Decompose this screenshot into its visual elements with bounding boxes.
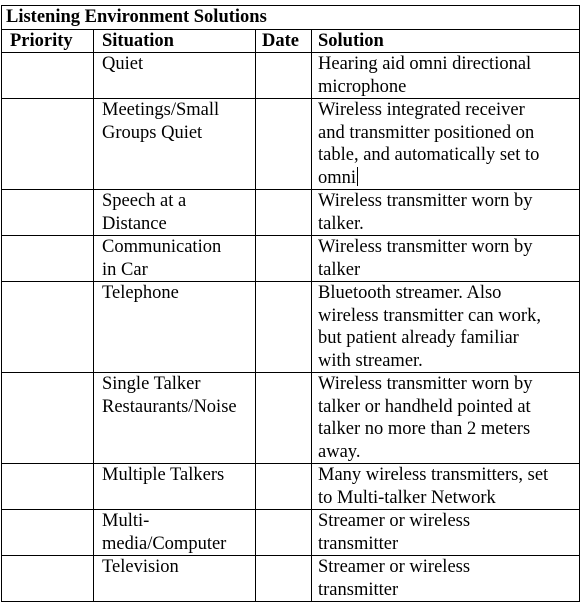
solution-cell-text: Wireless integrated receiver and transmitter positioned on table, and automatically set to omni [318,100,540,188]
solution-cell-text: Wireless transmitter worn by talker. [318,191,533,234]
header-solution: Solution [312,29,580,53]
text-cursor [357,167,358,186]
solution-cell-text: Bluetooth streamer. Also wireless transmitter can work, but patient already familiar with streamer. [318,283,541,371]
date-cell [256,464,312,510]
situation-cell-text: Single Talker Restaurants/Noise [102,374,237,417]
solution-cell [312,53,580,99]
priority-cell [2,99,94,190]
table-body [2,53,580,602]
solution-cell [312,236,580,282]
situation-cell [94,190,256,236]
solution-cell [312,510,580,556]
situation-cell-text: Meetings/Small Groups Quiet [102,100,220,143]
priority-cell [2,53,94,99]
listening-environment-table [1,5,580,602]
table-row [2,53,580,99]
solution-cell [312,99,580,190]
situation-cell-text: Television [102,557,179,577]
solution-cell [312,190,580,236]
date-cell [256,53,312,99]
solution-cell [312,464,580,510]
situation-cell-text: Multiple Talkers [102,465,225,485]
date-cell [256,510,312,556]
priority-cell [2,373,94,464]
date-cell [256,190,312,236]
situation-cell [94,282,256,373]
priority-cell [2,510,94,556]
situation-cell [94,53,256,99]
situation-cell-text: Telephone [102,283,179,303]
solution-cell [312,373,580,464]
table-row [2,99,580,190]
date-cell [256,236,312,282]
solution-cell-text: Streamer or wireless transmitter [318,557,471,600]
situation-cell [94,373,256,464]
situation-cell [94,464,256,510]
header-date: Date [256,29,312,53]
solution-cell [312,282,580,373]
solution-cell-text: Wireless transmitter worn by talker [318,237,533,280]
priority-cell [2,190,94,236]
situation-cell [94,99,256,190]
header-row [2,29,580,53]
table-title: Listening Environment Solutions [2,6,580,30]
priority-cell [2,282,94,373]
solution-cell-text: Wireless transmitter worn by talker or handheld pointed at talker no more than 2 meters away. [318,374,533,462]
date-cell [256,282,312,373]
header-situation: Situation [94,29,256,53]
table-row [2,236,580,282]
situation-cell [94,510,256,556]
table-row [2,510,580,556]
table-row [2,464,580,510]
date-cell [256,99,312,190]
priority-cell [2,464,94,510]
solution-cell-text: Streamer or wireless transmitter [318,511,471,554]
situation-cell-text: Multi- media/Computer [102,511,227,554]
table-row [2,190,580,236]
priority-cell [2,236,94,282]
situation-cell-text: Speech at a Distance [102,191,187,234]
table-row [2,373,580,464]
table-row [2,282,580,373]
situation-cell-text: Communication in Car [102,237,222,280]
situation-cell-text: Quiet [102,54,144,74]
title-row [2,6,580,30]
solution-cell-text: Many wireless transmitters, set to Multi-talker Network [318,465,549,508]
situation-cell [94,236,256,282]
header-priority: Priority [2,29,94,53]
solution-cell-text: Hearing aid omni directional microphone [318,54,532,97]
date-cell [256,373,312,464]
